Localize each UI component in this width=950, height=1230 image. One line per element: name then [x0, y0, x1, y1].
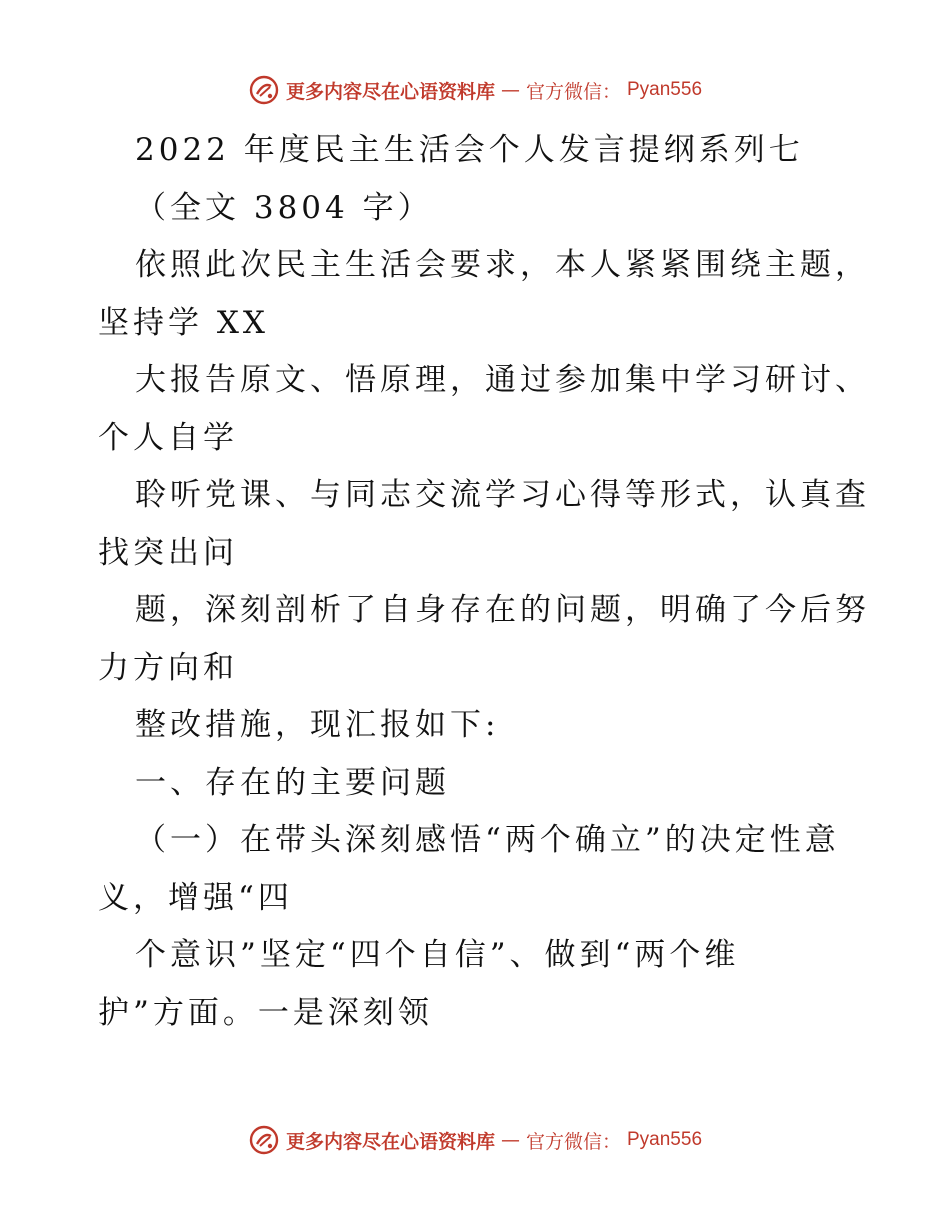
paragraph-line: 题，深刻剖析了自身存在的问题，明确了今后努 — [135, 592, 870, 628]
paragraph-line: 坚持学 XX — [98, 304, 269, 341]
watermark-dash: — — [500, 1129, 520, 1151]
section-heading: 一、存在的主要问题 — [135, 764, 450, 801]
paragraph-line: 个人自学 — [98, 419, 238, 456]
watermark-label: 官方微信： — [525, 80, 621, 103]
header-watermark — [0, 74, 950, 106]
document-subtitle: （全文 3804 字） — [135, 189, 433, 226]
book-pen-logo-icon — [248, 1124, 280, 1156]
paragraph-line: 整改措施，现汇报如下: — [135, 707, 500, 743]
watermark-wechat-id: Pyan556 — [627, 1129, 703, 1150]
watermark-wechat-id: Pyan556 — [627, 79, 703, 100]
paragraph-line: 义，增强“四 — [98, 879, 293, 916]
paragraph-line: 大报告原文、悟原理，通过参加集中学习研讨、 — [135, 362, 870, 398]
watermark-main-text: 更多内容尽在心语资料库 — [285, 80, 495, 103]
paragraph-line: 护”方面。一是深刻领 — [98, 994, 433, 1031]
footer-watermark — [0, 1124, 950, 1156]
document-body — [98, 122, 878, 1042]
subsection-heading: （一）在带头深刻感悟“两个确立”的决定性意 — [135, 822, 840, 858]
watermark-label: 官方微信： — [525, 1130, 621, 1153]
paragraph-line: 依照此次民主生活会要求，本人紧紧围绕主题， — [135, 247, 870, 283]
book-pen-logo-icon — [248, 74, 280, 106]
paragraph-line: 找突出问 — [98, 534, 238, 571]
paragraph-line: 力方向和 — [98, 649, 238, 686]
document-title: 2022 年度民主生活会个人发言提纲系列七 — [135, 132, 804, 168]
watermark-main-text: 更多内容尽在心语资料库 — [285, 1130, 495, 1153]
watermark-dash: — — [500, 79, 520, 101]
paragraph-line: 个意识”坚定“四个自信”、做到“两个维 — [135, 937, 740, 973]
paragraph-line: 聆听党课、与同志交流学习心得等形式，认真查 — [135, 477, 870, 513]
